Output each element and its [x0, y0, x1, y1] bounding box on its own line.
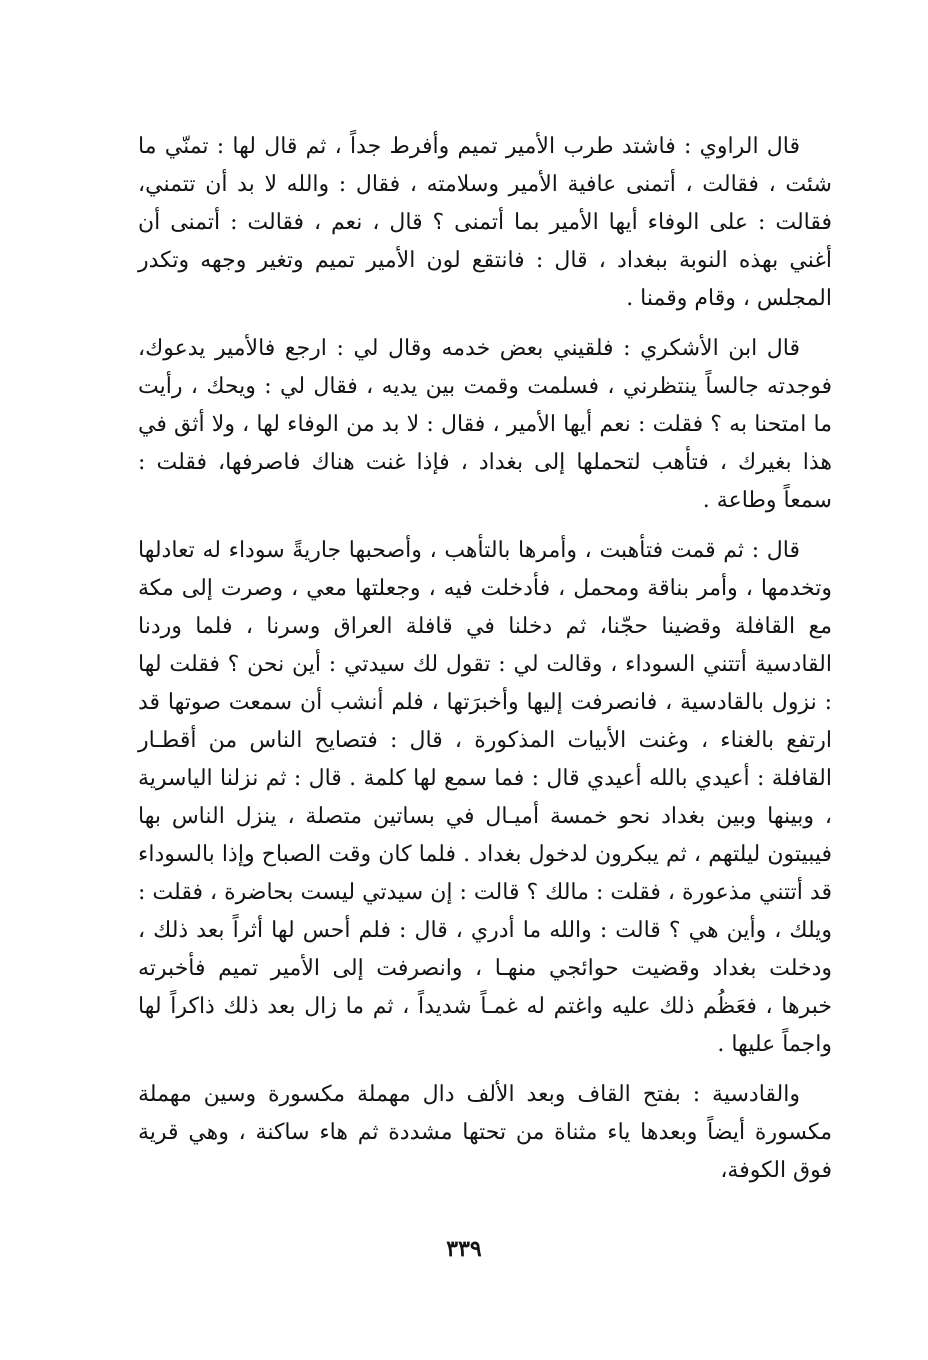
paragraph-3: قال : ثم قمت فتأهبت ، وأمرها بالتأهب ، وأصحبها جاريةً سوداء له تعادلها وتخدمها ، وأمر بناقة ومحمل ، فأدخلت فيه ، وجعلتها معي ، وصرت إلى مكة مع القافلة وقضينا حجّنا، ثم دخلنا في قافلة العراق وسرنا ، فلما وردنا القادسية أتتني السوداء ، وقالت لي : تقول لك سيدتي : أين نحن ؟ فقلت لها : نزول بالقادسية ، فانصرفت إليها وأخبرَتها ، فلم أنشب أن سمعت صوتها قد ارتفع بالغناء ، وغنت الأبيات المذكورة ، قال : فتصايح الناس من أقطـار القافلة : أعيدي بالله أعيدي قال : فما سمع لها كلمة . قال : ثم نزلنا الياسرية ، وبينها وبين بغداد نحو خمسة أميـال في بساتين متصلة ، ينزل الناس بها فيبيتون ليلتهم ، ثم يبكرون لدخول بغداد . فلما كان وقت الصباح وإذا بالسوداء قد أتتني مذعورة ، فقلت : مالك ؟ قالت : إن سيدتي ليست بحاضرة ، فقلت : ويلك ، وأين هي ؟ قالت : والله ما أدري ، قال : فلم أحس لها أثراً بعد ذلك ، ودخلت بغداد وقضيت حوائجي منهـا ، وانصرفت إلى الأمير تميم فأخبرته خبرها ، فعَظُم ذلك عليه واغتم له غمـاً شديداً ، ثم ما زال بعد ذلك ذاكراً لها واجماً عليها .: [138, 538, 832, 1057]
paragraph-2: قال ابن الأشكري : فلقيني بعض خدمه وقال لي : ارجع فالأمير يدعوك، فوجدته جالساً ينتظرني ، فسلمت وقمت بين يديه ، فقال لي : ويحك ، رأيت ما امتحنا به ؟ فقلت : نعم أيها الأمير ، فقال : لا بد من الوفاء لها ، ولا أثق في هذا بغيرك ، فتأهب لتحملها إلى بغداد ، فإذا غنت هناك فاصرفها، فقلت : سمعاً وطاعة .: [138, 336, 832, 513]
page-body: [138, 128, 832, 1190]
paragraph-1: قال الراوي : فاشتد طرب الأمير تميم وأفرط جداً ، ثم قال لها : تمنّي ما شئت ، فقالت ، أتمنى عافية الأمير وسلامته ، فقال : والله لا بد أن تتمني، فقالت : على الوفاء أيها الأمير بما أتمنى ؟ قال ، نعم ، فقالت : أتمنى أن أغني بهذه النوبة ببغداد ، قال : فانتقع لون الأمير تميم وتغير وجهه وتكدر المجلس ، وقام وقمنا .: [138, 134, 832, 311]
paragraph-4: والقادسية : بفتح القاف وبعد الألف دال مهملة مكسورة وسين مهملة مكسورة أيضاً وبعدها ياء مثناة من تحتها مشددة ثم هاء ساكنة ، وهي قرية فوق الكوفة،: [138, 1082, 832, 1183]
page-number: ٣٣٩: [446, 1236, 482, 1262]
